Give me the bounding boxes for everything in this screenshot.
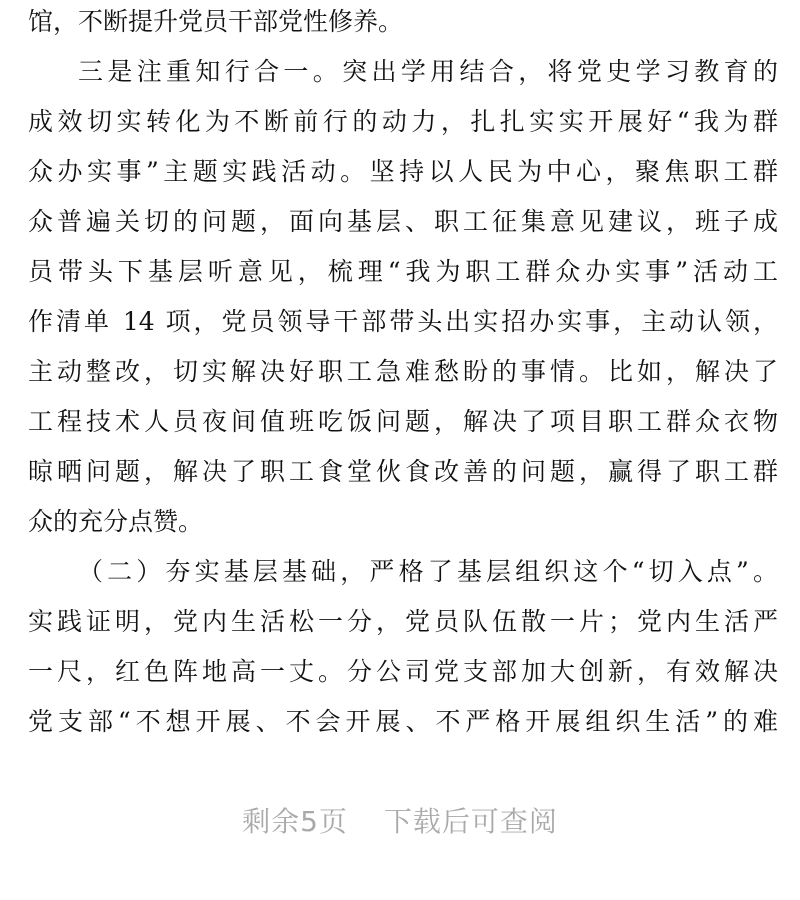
text-line: 馆，不断提升党员干部党性修养。 xyxy=(28,7,404,36)
remaining-pages-label: 剩余5页 xyxy=(242,805,348,838)
text-line: 一尺，红色阵地高一丈。分公司党支部加大创新，有效解决 xyxy=(28,657,778,686)
text-line: 众办实事”主题实践活动。坚持以人民为中心，聚焦职工群 xyxy=(28,157,778,186)
text-line: 成效切实转化为不断前行的动力，扎扎实实开展好“我为群 xyxy=(28,107,778,136)
text-line: 实践证明，党内生活松一分，党员队伍散一片；党内生活严 xyxy=(28,607,778,636)
text-line: 作清单 14 项，党员领导干部带头出实招办实事，主动认领， xyxy=(28,307,778,336)
text-line: 主动整改，切实解决好职工急难愁盼的事情。比如，解决了 xyxy=(28,357,778,386)
text-line: 晾晒问题，解决了职工食堂伙食改善的问题，赢得了职工群 xyxy=(28,457,778,486)
paragraph-start-line: 三是注重知行合一。突出学用结合，将党史学习教育的 xyxy=(78,57,778,86)
text-line: 工程技术人员夜间值班吃饭问题，解决了项目职工群众衣物 xyxy=(28,407,778,436)
download-prompt[interactable] xyxy=(0,800,800,840)
text-line: 员带头下基层听意见，梳理“我为职工群众办实事”活动工 xyxy=(28,257,778,286)
section-heading-line: （二）夯实基层基础，严格了基层组织这个“切入点”。 xyxy=(78,557,778,586)
text-line: 众的充分点赞。 xyxy=(28,507,204,536)
text-line: 众普遍关切的问题，面向基层、职工征集意见建议，班子成 xyxy=(28,207,778,236)
text-line: 党支部“不想开展、不会开展、不严格开展组织生活”的难 xyxy=(28,707,778,736)
download-hint-label: 下载后可查阅 xyxy=(383,805,558,838)
